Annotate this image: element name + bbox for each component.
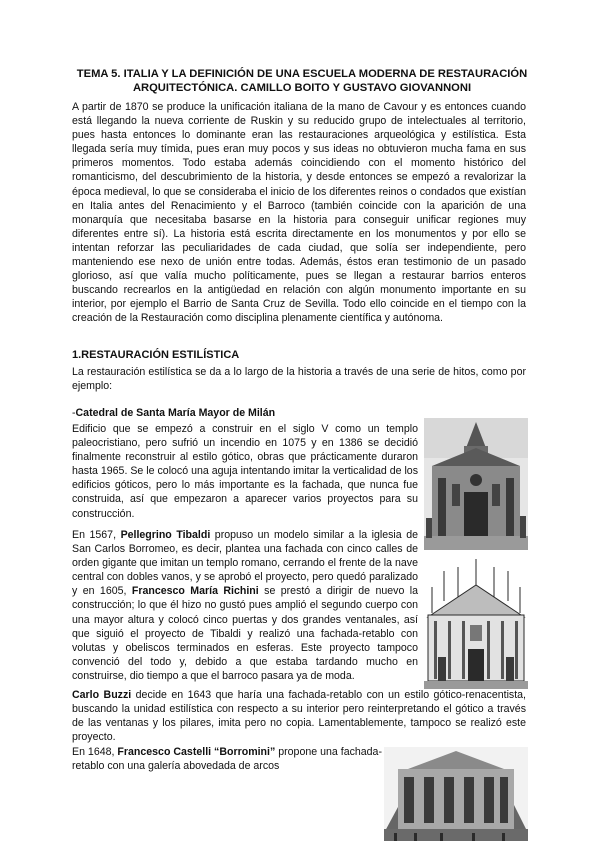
intro-paragraph: A partir de 1870 se produce la unificación italiana de la mano de Cavour y es entonces cuando está llegando la nueva corriente de Ruskin y su reducido grupo de intelectuales al territorio, pues hasta entonces lo dominante eran las restauraciones arqueológica y estilística. Esta llegada sería muy tímida, pues eran muy pocos y sus ideas no obtuvieron mucha fama en sus primeros momentos. Todo estaba además coincidiendo con el momento histórico del romanticismo, del descubrimiento de la historia, y desde entonces se empezó a revalorizar la época medieval, lo que se consideraba el inicio de los diferentes reinos o condados que existían en Italia antes del Renacimiento y el Barroco (también coincide con la aparición de una monarquía que necesitaba basarse en la historia para conseguir unificar regiones muy diferentes entre sí). La historia está escrita directamente en los monumentos y por ello se intentan reforzar las peculiaridades de cada ciudad, que solía ser independiente, pero manteniendo ese nexo de unión entre todas. Además, éstos eran testimonio de un pasado glorioso, así que valía mucho políticamente, pues se llegan a restaurar barrios enteros buscando recrearlos en la antigüedad en relación con algún monumento importante en su interior, por ejemplo el Barrio de Santa Cruz de Sevilla. Todo ello coincide en el tiempo con la creación de la Restauración como disciplina plenamente científica y autónoma. xyxy=(72,101,526,325)
cathedral-engraving-1 xyxy=(424,418,528,550)
page-title: TEMA 5. ITALIA Y LA DEFINICIÓN DE UNA ESCUELA MODERNA DE RESTAURACIÓN ARQUITECTÓNICA. CAMILLO BOITO Y GUSTAVO GIOVANNONI xyxy=(76,68,528,94)
text-run: se prestó a dirigir de nuevo la construcción; lo que él hizo no gustó pues amplió el segundo cuerpo con una mayor altura y colocó cinco puertas y dos grandes ventanales, así que siguió el proyecto de Tibaldi y realizó una fachada-retablo con volutas y obeliscos terminados en esferas. Este proyecto tampoco convenció del todo y, debido a que estaba tardando mucho en construirse, dio tiempo a que el barroco pasara ya de moda. xyxy=(72,585,419,682)
name-francesco-castelli-borromini: Francesco Castelli “Borromini” xyxy=(117,746,276,758)
text-run: propuso un modelo similar a la iglesia de San Carlos Borromeo, es decir, plantea una fachada con cinco calles de orden gigante que imitan un templo romano, cerrando el frente de la nave central con dobles vanos, y se aprobó el proyecto, pero quedó paralizado y en 1605, xyxy=(72,529,418,598)
cathedral-paragraph-4 xyxy=(72,745,382,773)
name-francesco-maria-richini: Francesco María Richini xyxy=(131,585,259,598)
section-heading: 1.RESTAURACIÓN ESTILÍSTICA xyxy=(72,349,240,361)
cathedral-engraving-3 xyxy=(384,747,528,841)
name-carlo-buzzi: Carlo Buzzi xyxy=(72,689,132,701)
text-run: En 1567, xyxy=(72,529,121,541)
cathedral-paragraph-1: Edificio que se empezó a construir en el siglo V como un templo paleocristiano, pero sufrió un incendio en 1075 y en 1386 se decidió finalmente reconstruir al estilo gótico, obras que prácticamente duraron hasta 1965. Se le colocó una aguja intentando imitar la verticalidad de los edificios góticos, pero lo más importante es la fachada, que nunca fue construida, así que empezaron a aparecer varios proyectos para su construcción. xyxy=(72,423,418,520)
section-intro-paragraph: La restauración estilística se da a lo largo de la historia a través de una serie de hitos, como por ejemplo: xyxy=(72,366,526,393)
cathedral-engraving-2 xyxy=(424,557,528,689)
subheading-prefix: - xyxy=(72,407,76,419)
text-run: propone una fachada-retablo con una galería abovedada de arcos xyxy=(72,746,382,773)
subheading-text: Catedral de Santa María Mayor de Milán xyxy=(75,407,276,419)
text-run: decide en 1643 que haría una fachada-retablo con un estilo gótico-renacentista, buscando la unidad estilística con respecto a su interior pero reinterpretando el gótico a través de las ventanas y los pilares, imita pero no copia. Lamentablemente, tampoco se realizó este proyecto. xyxy=(72,689,526,744)
subheading xyxy=(72,407,275,419)
cathedral-paragraph-3 xyxy=(72,688,526,744)
text-run: En 1648, xyxy=(72,746,118,758)
cathedral-paragraph-2 xyxy=(72,528,418,683)
name-pellegrino-tibaldi: Pellegrino Tibaldi xyxy=(120,529,211,541)
